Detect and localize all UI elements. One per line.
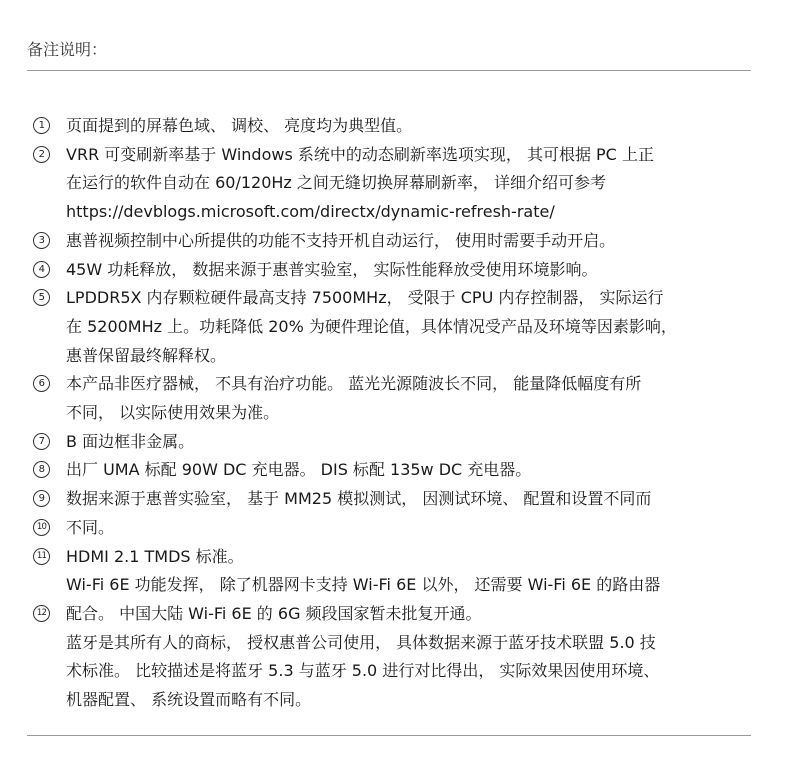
note-line	[0, 199, 790, 225]
note-text: 蓝牙是其所有人的商标， 授权惠普公司使用， 具体数据来源于蓝牙技术联盟 5.0 技	[66, 632, 656, 652]
note-line	[0, 400, 790, 426]
note-line	[0, 142, 790, 168]
note-line	[0, 170, 790, 196]
note-text: 不同。	[66, 517, 115, 537]
note-text: 在运行的软件自动在 60/120Hz 之间无缝切换屏幕刷新率， 详细介绍可参考	[66, 173, 606, 193]
note-number-marker: 1	[33, 117, 50, 134]
note-line	[0, 630, 790, 656]
note-text: Wi-Fi 6E 功能发挥， 除了机器网卡支持 Wi-Fi 6E 以外， 还需要 Wi-Fi 6E 的路由器	[66, 575, 661, 595]
note-number-marker: 9	[33, 490, 50, 507]
note-number-marker: 12	[33, 605, 50, 622]
note-number-marker: 5	[33, 289, 50, 306]
note-number-marker: 10	[33, 519, 50, 536]
note-line	[0, 515, 790, 541]
note-text: 机器配置、 系统设置而略有不同。	[66, 690, 312, 709]
note-text: 配合。 中国大陆 Wi-Fi 6E 的 6G 频段国家暂未批复开通。	[66, 603, 482, 623]
note-line	[0, 343, 790, 369]
note-text: 45W 功耗释放， 数据来源于惠普实验室， 实际性能释放受使用环境影响。	[66, 259, 598, 279]
note-line	[0, 687, 790, 713]
bottom-divider	[27, 735, 751, 736]
note-line	[0, 113, 790, 139]
note-number-marker: 2	[33, 146, 50, 163]
note-number-marker: 3	[33, 232, 50, 249]
note-text: B 面边框非金属。	[66, 431, 195, 451]
note-line	[0, 285, 790, 311]
note-line	[0, 544, 790, 570]
note-line	[0, 228, 790, 254]
note-line	[0, 658, 790, 684]
note-line	[0, 371, 790, 397]
note-text: 术标准。 比较描述是将蓝牙 5.3 与蓝牙 5.0 进行对比得出， 实际效果因使用环境、	[66, 661, 660, 681]
note-text: https://devblogs.microsoft.com/directx/dynamic-refresh-rate/	[66, 202, 555, 222]
note-text: 出厂 UMA 标配 90W DC 充电器。 DIS 标配 135w DC 充电器。	[66, 460, 532, 480]
note-number-marker: 7	[33, 433, 50, 450]
notes-heading: 备注说明：	[27, 40, 108, 59]
note-line	[0, 314, 790, 340]
note-text: VRR 可变刷新率基于 Windows 系统中的动态刷新率选项实现， 其可根据 PC 上正	[66, 144, 654, 164]
note-text: 不同， 以实际使用效果为准。	[66, 403, 280, 422]
note-number-marker: 8	[33, 461, 50, 478]
note-text: 本产品非医疗器械， 不具有治疗功能。 蓝光光源随波长不同， 能量降低幅度有所	[66, 374, 642, 394]
note-line	[0, 429, 790, 455]
note-line	[0, 601, 790, 627]
note-line	[0, 257, 790, 283]
note-text: 在 5200MHz 上。功耗降低 20% 为硬件理论值，具体情况受产品及环境等因素影响，	[66, 316, 677, 336]
note-number-marker: 11	[33, 548, 50, 565]
note-number-marker: 6	[33, 375, 50, 392]
note-line	[0, 572, 790, 598]
note-text: 数据来源于惠普实验室， 基于 MM25 模拟测试， 因测试环境、 配置和设置不同而	[66, 489, 652, 509]
note-text: 页面提到的屏幕色域、 调校、 亮度均为典型值。	[66, 116, 413, 135]
note-line	[0, 457, 790, 483]
note-text: 惠普保留最终解释权。	[66, 345, 227, 365]
note-line	[0, 486, 790, 512]
note-number-marker: 4	[33, 261, 50, 278]
note-text: LPDDR5X 内存颗粒硬件最高支持 7500MHz， 受限于 CPU 内存控制器， 实际运行	[66, 288, 664, 308]
note-text: 惠普视频控制中心所提供的功能不支持开机自动运行， 使用时需要手动开启。	[66, 230, 616, 250]
note-text: HDMI 2.1 TMDS 标准。	[66, 546, 244, 566]
